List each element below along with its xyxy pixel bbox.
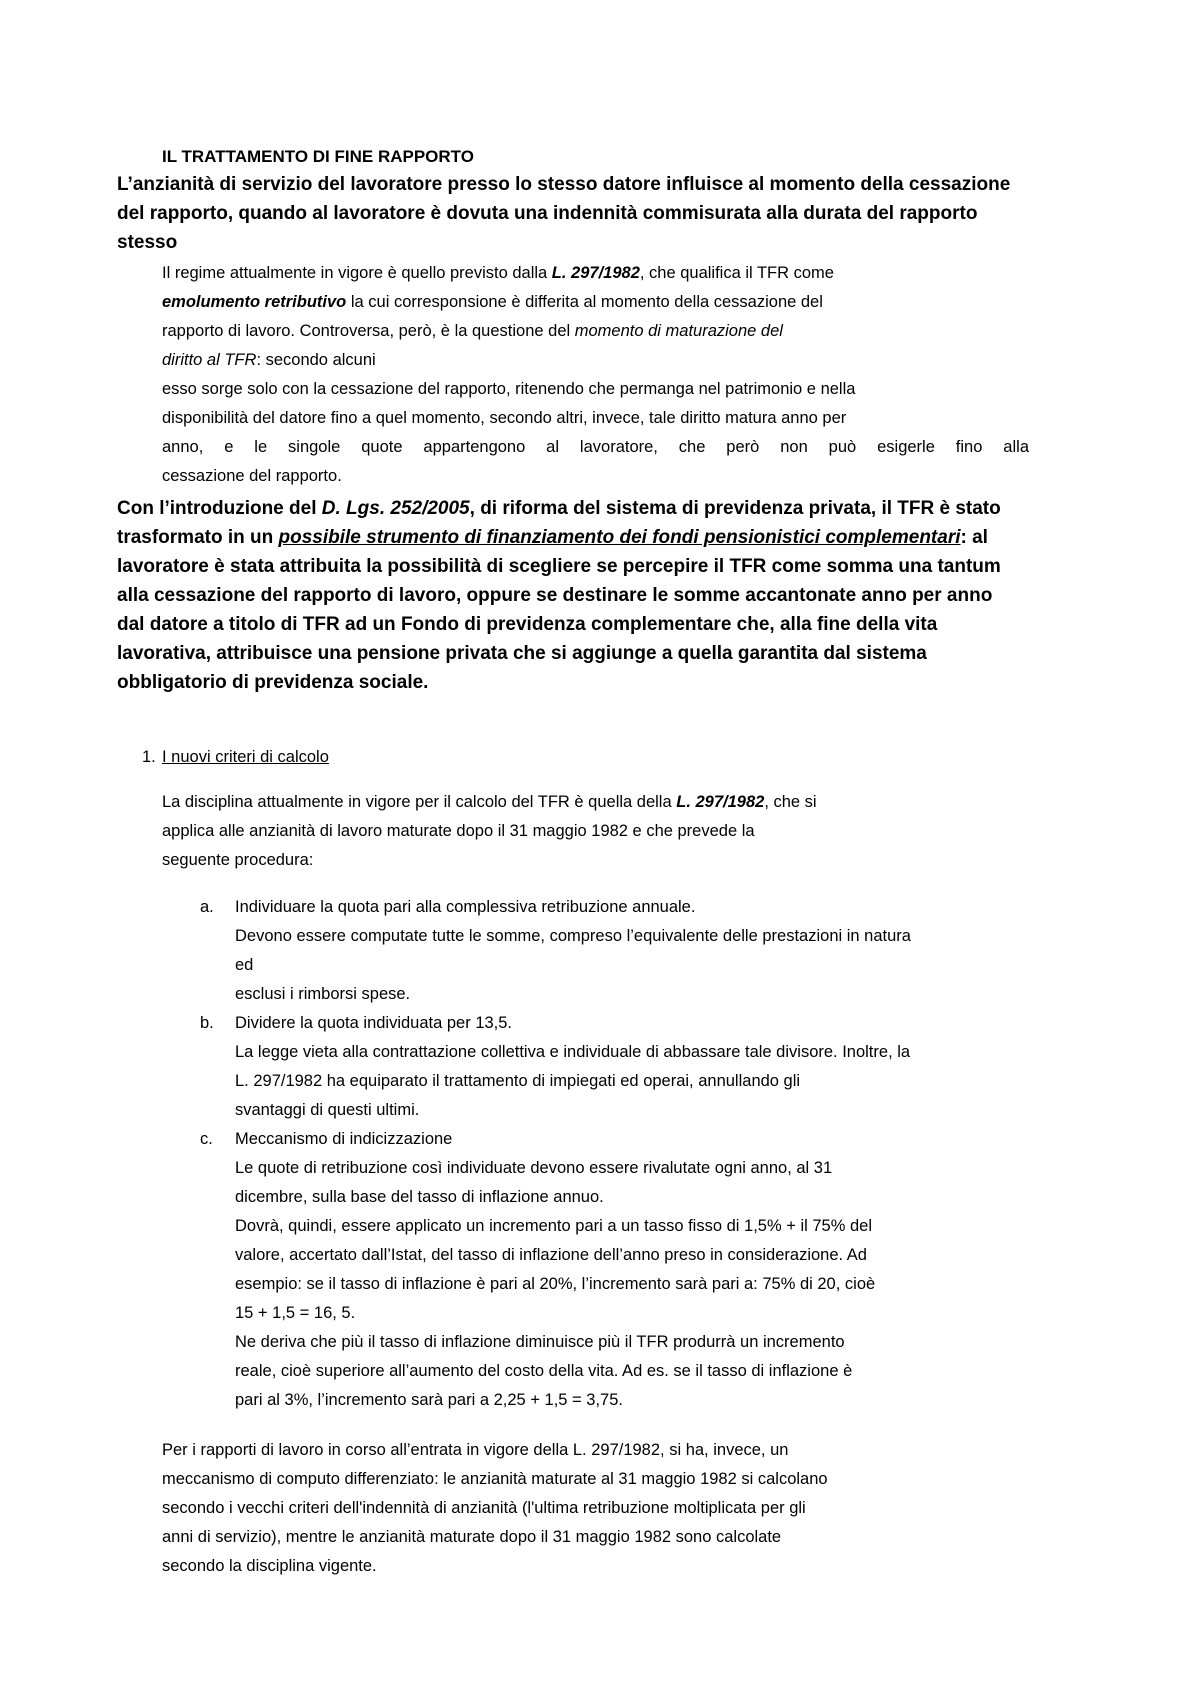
law-reference: L. 297/1982 (551, 264, 640, 282)
section-number: 1. (142, 748, 156, 766)
regime-paragraph-line: esso sorge solo con la cessazione del rapporto, ritenendo che permanga nel patrimonio e nella (162, 380, 856, 398)
list-item-line: svantaggi di questi ultimi. (235, 1101, 420, 1119)
reform-paragraph-line: Con l’introduzione del D. Lgs. 252/2005, di riforma del sistema di previdenza privata, il TFR è stato (117, 498, 1001, 519)
law-reference: D. Lgs. 252/2005 (321, 498, 470, 519)
closing-paragraph-line: anni di servizio), mentre le anzianità maturate dopo il 31 maggio 1982 sono calcolate (162, 1528, 782, 1546)
regime-paragraph-line: disponibilità del datore fino a quel momento, secondo altri, invece, tale diritto matura anno per (162, 409, 847, 427)
reform-paragraph-line: alla cessazione del rapporto di lavoro, oppure se destinare le somme accantonate anno per anno (117, 585, 993, 606)
section-title: I nuovi criteri di calcolo (162, 748, 329, 766)
list-item-line: Ne deriva che più il tasso di inflazione diminuisce più il TFR produrrà un incremento (235, 1333, 845, 1351)
list-item-line: reale, cioè superiore all’aumento del costo della vita. Ad es. se il tasso di inflazione è (235, 1362, 853, 1380)
list-item-line: La legge vieta alla contrattazione collettiva e individuale di abbassare tale divisore. Inoltre, la (235, 1043, 911, 1061)
reform-paragraph-line: lavoratore è stata attribuita la possibilità di scegliere se percepire il TFR come somma una tantum (117, 556, 1001, 577)
section-paragraph-line: applica alle anzianità di lavoro maturate dopo il 31 maggio 1982 e che prevede la (162, 822, 755, 840)
closing-paragraph-line: Per i rapporti di lavoro in corso all’entrata in vigore della L. 297/1982, si ha, invece, un (162, 1441, 789, 1459)
regime-paragraph-line: diritto al TFR: secondo alcuni (162, 351, 376, 369)
emphasis-text: diritto al TFR (162, 351, 257, 369)
list-item-line: esempio: se il tasso di inflazione è pari al 20%, l’incremento sarà pari a: 75% di 20, cioè (235, 1275, 876, 1293)
page-title: IL TRATTAMENTO DI FINE RAPPORTO (162, 147, 474, 166)
list-item-line: Meccanismo di indicizzazione (235, 1130, 453, 1148)
closing-paragraph-line: secondo i vecchi criteri dell'indennità di anzianità (l'ultima retribuzione moltiplicata per gli (162, 1499, 806, 1517)
list-item-marker: b. (200, 1014, 214, 1032)
reform-paragraph-line: obbligatorio di previdenza sociale. (117, 672, 429, 693)
closing-paragraph-line: secondo la disciplina vigente. (162, 1557, 377, 1575)
intro-line: stesso (117, 232, 178, 253)
emphasis-text: possibile strumento di finanziamento dei fondi pensionistici complementari (278, 527, 961, 548)
intro-line: del rapporto, quando al lavoratore è dovuta una indennità commisurata alla durata del rapporto (117, 203, 978, 224)
list-item-line: dicembre, sulla base del tasso di inflazione annuo. (235, 1188, 604, 1206)
intro-line: L’anzianità di servizio del lavoratore presso lo stesso datore influisce al momento della cessazione (117, 174, 1011, 195)
regime-paragraph-line: emolumento retributivo la cui corresponsione è differita al momento della cessazione del (162, 293, 823, 311)
regime-paragraph-line: anno, e le singole quote appartengono al lavoratore, che però non può esigerle fino alla (162, 438, 1029, 456)
regime-paragraph-line: rapporto di lavoro. Controversa, però, è la questione del momento di maturazione del (162, 322, 783, 340)
list-item-line: Le quote di retribuzione così individuate devono essere rivalutate ogni anno, al 31 (235, 1159, 833, 1177)
list-item-line: esclusi i rimborsi spese. (235, 985, 411, 1003)
list-item-line: Devono essere computate tutte le somme, compreso l’equivalente delle prestazioni in natura (235, 927, 911, 945)
section-paragraph-line: La disciplina attualmente in vigore per il calcolo del TFR è quella della L. 297/1982, che si (162, 793, 817, 811)
emphasis-text: emolumento retributivo (162, 293, 347, 311)
regime-paragraph-line: cessazione del rapporto. (162, 467, 342, 485)
emphasis-text: momento di maturazione del (574, 322, 783, 340)
list-item-marker: c. (200, 1130, 213, 1148)
closing-paragraph-line: meccanismo di computo differenziato: le anzianità maturate al 31 maggio 1982 si calcolano (162, 1470, 828, 1488)
section-paragraph-line: seguente procedura: (162, 851, 314, 869)
list-item-line: 15 + 1,5 = 16, 5. (235, 1304, 356, 1322)
list-item-line: ed (235, 956, 254, 974)
list-item-line: L. 297/1982 ha equiparato il trattamento di impiegati ed operai, annullando gli (235, 1072, 801, 1090)
reform-paragraph-line: dal datore a titolo di TFR ad un Fondo di previdenza complementare che, alla fine della vita (117, 614, 938, 635)
list-item-line: Individuare la quota pari alla complessiva retribuzione annuale. (235, 898, 696, 916)
regime-paragraph-line: Il regime attualmente in vigore è quello previsto dalla L. 297/1982, che qualifica il TFR come (162, 264, 834, 282)
law-reference: L. 297/1982 (676, 793, 765, 811)
list-item-line: Dividere la quota individuata per 13,5. (235, 1014, 513, 1032)
list-item-line: pari al 3%, l’incremento sarà pari a 2,25 + 1,5 = 3,75. (235, 1391, 623, 1409)
list-item-line: valore, accertato dall’Istat, del tasso di inflazione dell’anno preso in considerazione. Ad (235, 1246, 867, 1264)
list-item-line: Dovrà, quindi, essere applicato un incremento pari a un tasso fisso di 1,5% + il 75% del (235, 1217, 872, 1235)
list-item-marker: a. (200, 898, 214, 916)
reform-paragraph-line: trasformato in un possibile strumento di finanziamento dei fondi pensionistici complementari: al (117, 527, 988, 548)
reform-paragraph-line: lavorativa, attribuisce una pensione privata che si aggiunge a quella garantita dal sistema (117, 643, 927, 664)
